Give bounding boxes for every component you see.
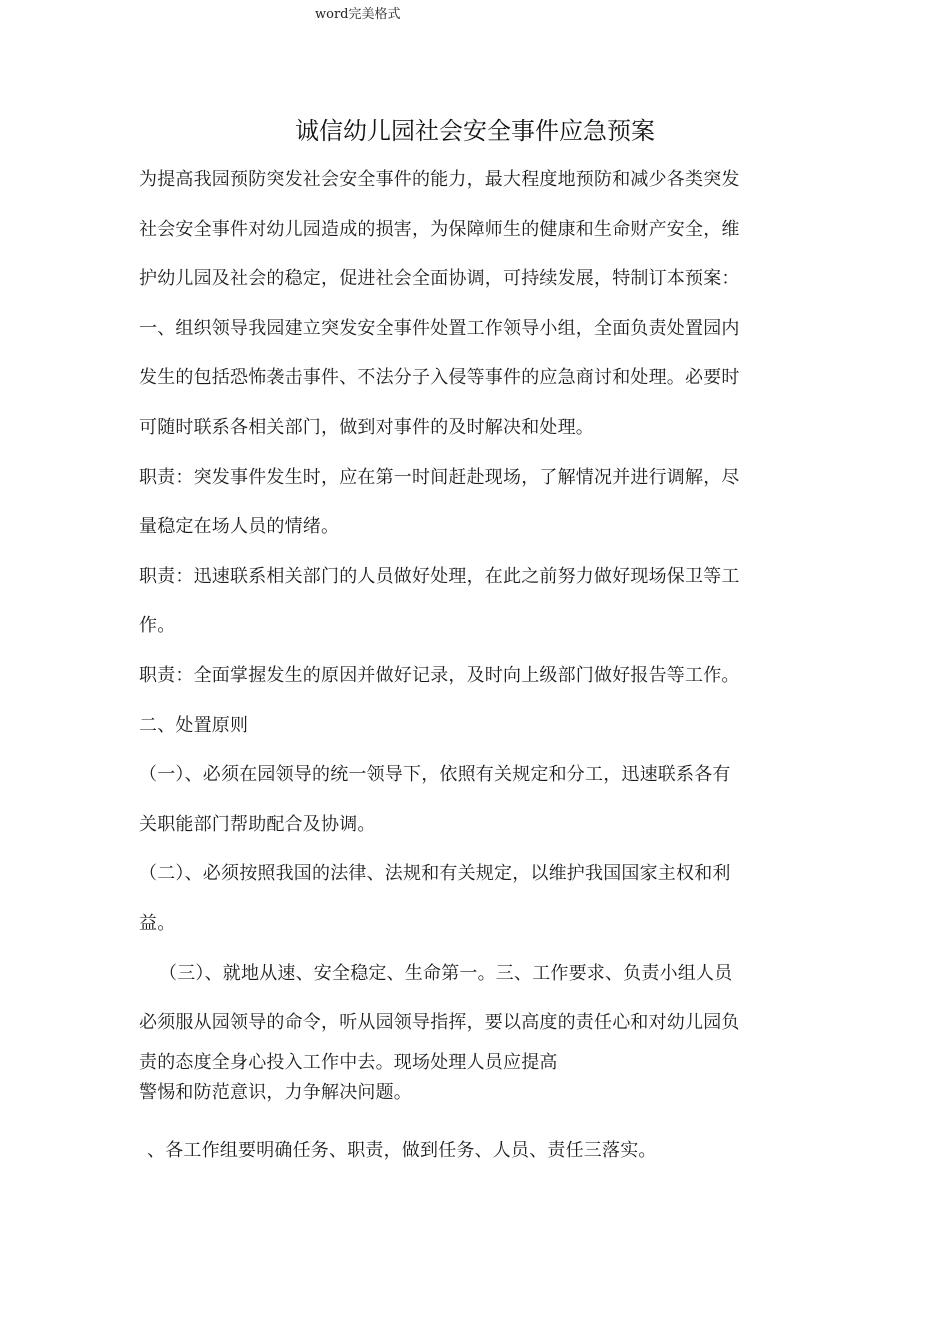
principle-line: （一）、必须在园领导的统一领导下，依照有关规定和分工，迅速联系各有 [139,764,731,786]
section-heading-line: 二、处置原则 [139,714,249,736]
paragraph-line: 可随时联系各相关部门，做到对事件的及时解决和处理。 [139,416,594,438]
principle-line: （二）、必须按照我国的法律、法规和有关规定，以维护我国国家主权和利 [139,863,731,885]
duty-line: 职责：全面掌握发生的原因并做好记录，及时向上级部门做好报告等工作。 [139,664,740,686]
duty-line: 职责：迅速联系相关部门的人员做好处理，在此之前努力做好现场保卫等工 [139,565,740,587]
duty-line: 量稳定在场人员的情绪。 [139,516,340,538]
spacer [139,1108,819,1126]
document-body [139,155,819,1175]
requirement-line: 警惕和防范意识，力争解决问题。 [139,1081,412,1103]
paragraph-line: 护幼儿园及社会的稳定，促进社会全面协调，可持续发展，特制订本预案： [139,268,740,290]
requirement-line: 责的态度全身心投入工作中去。现场处理人员应提高 [139,1051,558,1073]
paragraph-line: 社会安全事件对幼儿园造成的损害，为保障师生的健康和生命财产安全，维 [139,218,740,240]
section-heading-line: 一、组织领导我园建立突发安全事件处置工作领导小组，全面负责处置园内 [139,317,740,339]
duty-line: 职责：突发事件发生时，应在第一时间赶赴现场，了解情况并进行调解，尽 [139,466,740,488]
paragraph-line: 发生的包括恐怖袭击事件、不法分子入侵等事件的应急商讨和处理。必要时 [139,367,740,389]
header-note: word完美格式 [315,7,401,22]
principle-line: （三）、就地从速、安全稳定、生命第一。三、工作要求、负责小组人员 [159,962,733,984]
requirement-line: 、各工作组要明确任务、职责，做到任务、人员、责任三落实。 [147,1139,657,1161]
requirement-line: 必须服从园领导的命令，听从园领导指挥，要以高度的责任心和对幼儿园负 [139,1012,740,1034]
principle-line: 益。 [139,912,176,934]
duty-line: 作。 [139,615,176,637]
principle-line: 关职能部门帮助配合及协调。 [139,813,376,835]
document-title: 诚信幼儿园社会安全事件应急预案 [295,117,655,145]
paragraph-line: 为提高我园预防突发社会安全事件的能力，最大程度地预防和减少各类突发 [139,169,740,190]
